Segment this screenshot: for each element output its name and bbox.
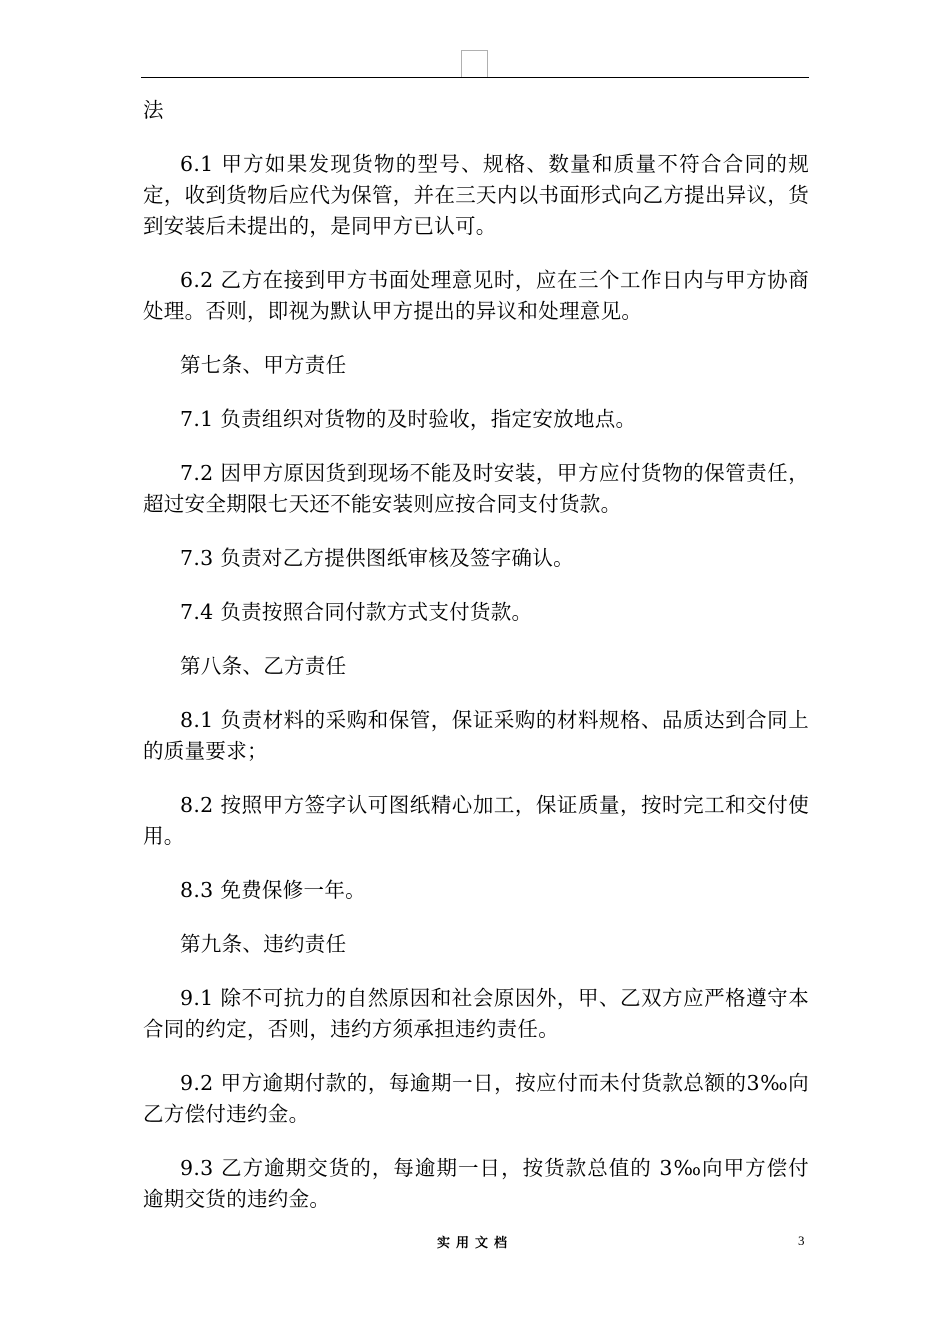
paragraph-8-1: 8.1 负责材料的采购和保管，保证采购的材料规格、品质达到合同上的质量要求； [143,708,809,763]
footer-label: 实用文档 [436,1236,513,1251]
paragraph-6-2: 6.2 乙方在接到甲方书面处理意见时，应在三个工作日内与甲方协商处理。否则，即视为默认甲方提出的异议和处理意见。 [143,268,809,323]
paragraph-7-4: 7.4 负责按照合同付款方式支付货款。 [180,600,533,624]
section-heading-7: 第七条、甲方责任 [180,353,347,377]
paragraph-9-2: 9.2 甲方逾期付款的，每逾期一日，按应付而未付货款总额的3‰向乙方偿付违约金。 [143,1071,809,1126]
paragraph-9-1: 9.1 除不可抗力的自然原因和社会原因外，甲、乙双方应严格遵守本合同的约定，否则，违约方须承担违约责任。 [143,986,809,1041]
paragraph-7-2: 7.2 因甲方原因货到现场不能及时安装，甲方应付货物的保管责任，超过安全期限七天还不能安装则应按合同支付货款。 [143,461,809,516]
paragraph-6-1: 6.1 甲方如果发现货物的型号、规格、数量和质量不符合合同的规定，收到货物后应代为保管，并在三天内以书面形式向乙方提出异议，货到安装后未提出的，是同甲方已认可。 [143,152,809,238]
section-heading-8: 第八条、乙方责任 [180,654,347,678]
paragraph-8-2: 8.2 按照甲方签字认可图纸精心加工，保证质量，按时完工和交付使用。 [143,793,809,848]
paragraph-9-3: 9.3 乙方逾期交货的，每逾期一日，按货款总值的 3‰向甲方偿付逾期交货的违约金。 [143,1156,809,1211]
section-heading-9: 第九条、违约责任 [180,932,347,956]
header-rule [141,77,809,78]
paragraph-7-3: 7.3 负责对乙方提供图纸审核及签字确认。 [180,546,574,570]
paragraph-8-3: 8.3 免费保修一年。 [180,878,366,902]
paragraph-7-1: 7.1 负责组织对货物的及时验收，指定安放地点。 [180,407,637,431]
page-number: 3 [798,1233,805,1248]
document-body [143,95,809,1238]
header-mark-box [461,50,488,77]
paragraph-continuation: 法 [143,98,164,122]
